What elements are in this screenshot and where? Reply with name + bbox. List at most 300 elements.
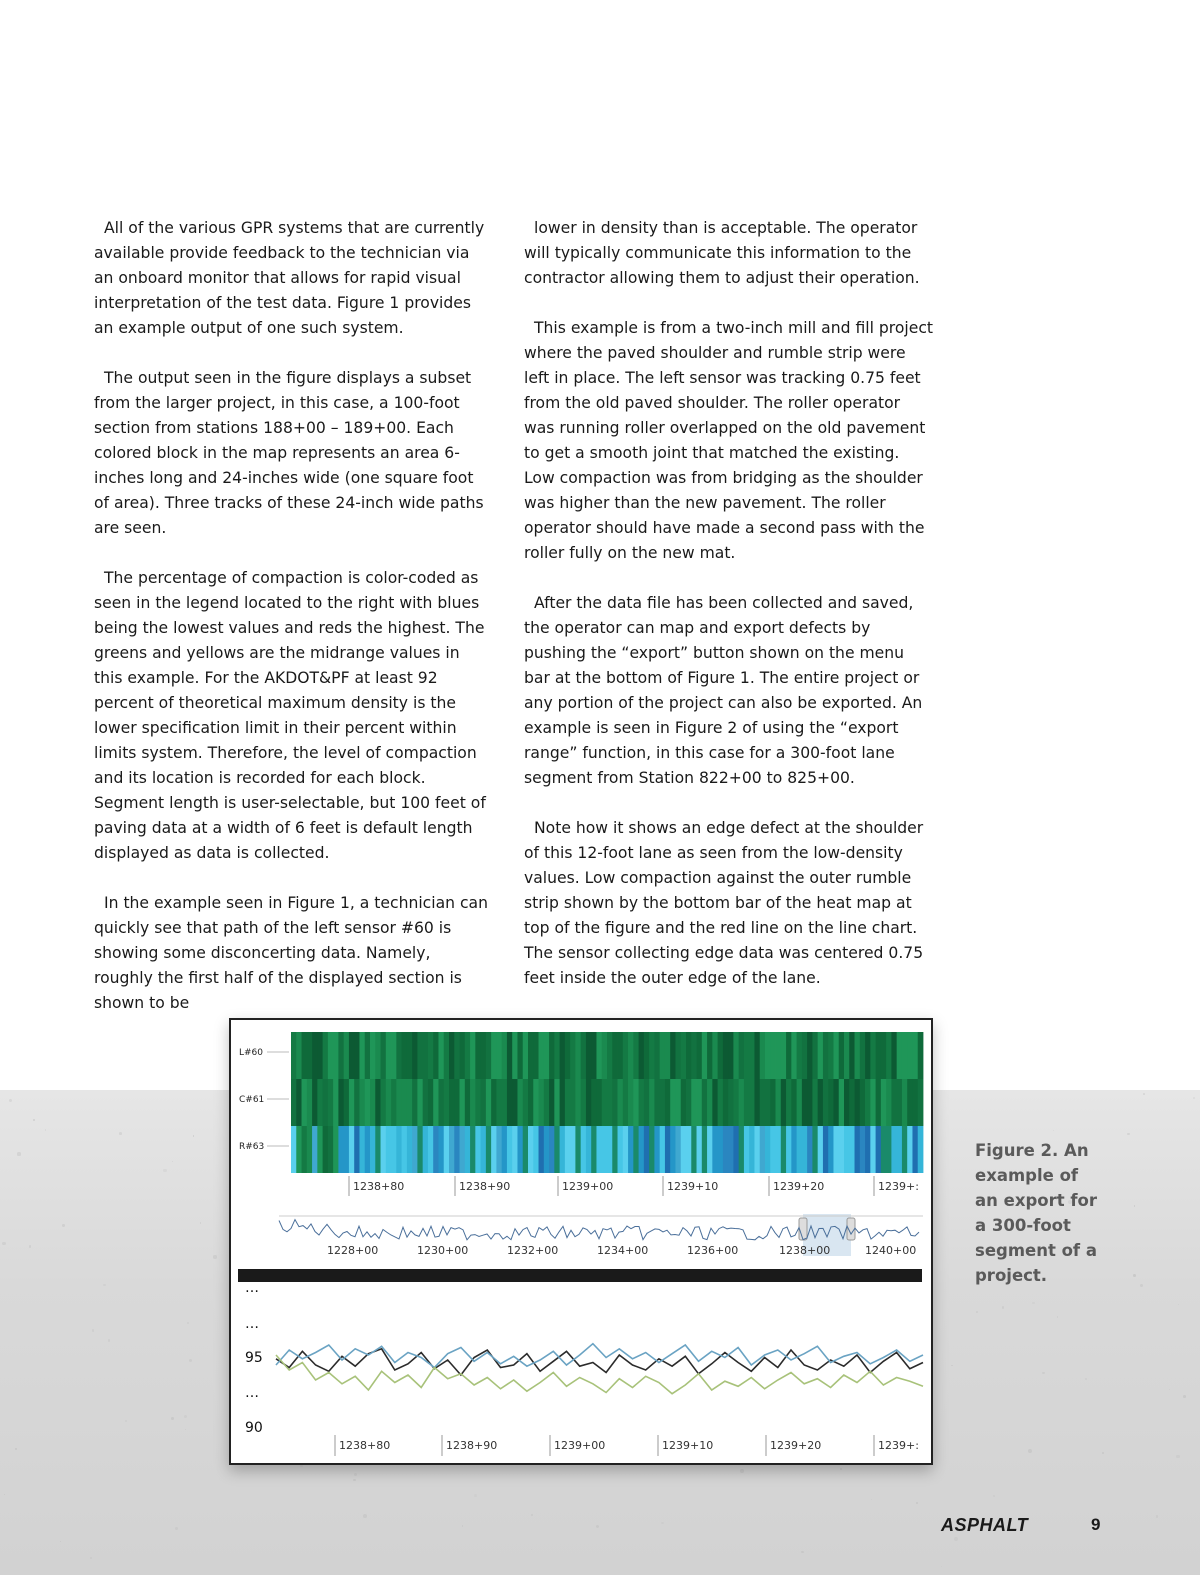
overview-tick-label: 1238+00 [779,1244,831,1257]
line-chart [245,1280,923,1456]
heatmap-cell [349,1126,355,1173]
heatmap-x-axis [349,1176,919,1196]
heatmap-cell [433,1126,439,1173]
heatmap-cell [581,1032,587,1079]
texture-speck [740,1469,744,1473]
heatmap-cell [644,1079,650,1126]
heatmap-cell [317,1126,323,1173]
y-tick-label: … [245,1385,259,1401]
heatmap-cell [296,1032,302,1079]
heatmap-cell [802,1079,808,1126]
heatmap-cell [891,1079,897,1126]
heatmap-cell [786,1079,792,1126]
heatmap-cell [649,1079,655,1126]
heatmap-cell [323,1126,329,1173]
texture-speck [185,1429,186,1430]
heatmap-cell [697,1079,703,1126]
heatmap-cell [870,1032,876,1079]
heatmap-cell [602,1126,608,1173]
texture-speck [840,1468,842,1470]
texture-speck [119,1132,122,1135]
heatmap-cell [544,1079,550,1126]
heatmap-cell [586,1032,592,1079]
heatmap-cell [575,1079,581,1126]
heatmap-cell [354,1079,360,1126]
heatmap-cell [460,1079,466,1126]
heatmap-cell [512,1032,518,1079]
texture-speck [29,1245,32,1248]
heatmap-cell [886,1126,892,1173]
series-line-r-63 [276,1355,923,1394]
heatmap-cell [675,1079,681,1126]
heatmap-cell [623,1126,629,1173]
heatmap-cell [344,1032,350,1079]
heatmap-cell [833,1032,839,1079]
texture-speck [92,1329,95,1332]
heatmap-cell [844,1032,850,1079]
heatmap-cell [370,1126,376,1173]
heatmap-cell [475,1126,481,1173]
heatmap-cell [412,1126,418,1173]
heatmap-cell [596,1079,602,1126]
heatmap-cell [897,1126,903,1173]
heatmap-cell [307,1079,313,1126]
heatmap-cell [338,1032,344,1079]
heatmap-cell [681,1032,687,1079]
heatmap-cell [618,1032,624,1079]
heatmap-cell [460,1032,466,1079]
heatmap-cell [844,1126,850,1173]
heatmap-cell [449,1032,455,1079]
texture-speck [1169,1389,1170,1390]
heatmap-cell [675,1032,681,1079]
texture-speck [300,1465,302,1467]
texture-speck [45,1129,47,1131]
heatmap-cell [823,1032,829,1079]
heatmap-cell [333,1079,339,1126]
heatmap-cell [333,1126,339,1173]
heatmap-cell [654,1126,660,1173]
heatmap-cell [312,1126,318,1173]
heatmap-cell [333,1032,339,1079]
texture-speck [187,1322,189,1324]
heatmap-cell [549,1126,555,1173]
heatmap-cell [649,1126,655,1173]
line-chart-tick-label: 1239+20 [770,1439,822,1452]
heatmap-cell [386,1126,392,1173]
heatmap-cell [539,1079,545,1126]
heatmap-cell [596,1126,602,1173]
heatmap-cell [449,1126,455,1173]
texture-speck [1193,1097,1195,1099]
heatmap-cell [396,1032,402,1079]
brand-logo: ASPHALT [941,1515,1029,1535]
heatmap-cell [754,1032,760,1079]
heatmap-cell [660,1079,666,1126]
overview-tick-label: 1230+00 [417,1244,469,1257]
heatmap-cell [486,1126,492,1173]
heatmap-cell [454,1079,460,1126]
heatmap-cell [860,1126,866,1173]
heatmap-cell [602,1032,608,1079]
heatmap-cell [791,1032,797,1079]
texture-speck [951,1365,953,1367]
heatmap-cell [718,1079,724,1126]
texture-speck [801,1551,803,1553]
heatmap-cell [581,1126,587,1173]
texture-speck [2,1242,6,1246]
heatmap-cell [697,1126,703,1173]
heatmap-cell [749,1032,755,1079]
heatmap-cell [407,1126,413,1173]
heatmap-cell [912,1126,918,1173]
heatmap-cell [481,1032,487,1079]
heatmap-cell [686,1126,692,1173]
line-chart-tick-label: 1238+80 [339,1439,391,1452]
heatmap-cell [765,1032,771,1079]
heatmap-cell [381,1032,387,1079]
heatmap-cell [776,1126,782,1173]
heatmap-cell [554,1032,560,1079]
heatmap-cell [786,1126,792,1173]
heatmap-cell [881,1079,887,1126]
heatmap-cell [686,1032,692,1079]
heatmap-cell [665,1079,671,1126]
paragraph: This example is from a two-inch mill and fill project where the paved shoulder and rumble strip were left in place. The left sensor was tracking 0.75 feet from the old paved shoulder. The roller operator was running roller overlapped on the old pavement to get a smooth joint that matched the existing. Low compaction was from bridging as the shoulder was higher than the new pavement. The roller operator should have made a second pass with the roller fully on the new mat. [524,319,934,562]
heatmap-cell [807,1079,813,1126]
heatmap-cell [402,1079,408,1126]
heatmap-tick-label: 1238+80 [353,1180,405,1193]
heatmap-cell [433,1032,439,1079]
heatmap-cell [912,1079,918,1126]
heatmap-cell [344,1079,350,1126]
heatmap-cell [728,1032,734,1079]
heatmap-cell [549,1032,555,1079]
texture-speck [1176,1455,1179,1458]
heatmap-cell [744,1126,750,1173]
heatmap-cell [744,1032,750,1079]
heatmap-cell [517,1032,523,1079]
heatmap-cell [444,1079,450,1126]
paragraph: In the example seen in Figure 1, a technician can quickly see that path of the left sensor #60 is showing some disconcerting data. Namely, roughly the first half of the displayed section is shown to be [94,894,488,1012]
heatmap-cell [407,1032,413,1079]
heatmap-cell [765,1126,771,1173]
heatmap-cell [860,1032,866,1079]
texture-speck [1183,1395,1186,1398]
heatmap-cell [486,1032,492,1079]
heatmap-cell [586,1079,592,1126]
heatmap-cell [438,1032,444,1079]
heatmap-cell [312,1079,318,1126]
heatmap-cell [760,1032,766,1079]
heatmap-cell [460,1126,466,1173]
heatmap-cell [302,1079,308,1126]
heatmap [291,1032,923,1173]
texture-speck [353,1479,356,1482]
heatmap-cell [591,1126,597,1173]
heatmap-cell [781,1079,787,1126]
heatmap-cell [591,1079,597,1126]
heatmap-cell [323,1032,329,1079]
heatmap-cell [907,1032,913,1079]
heatmap-cell [433,1079,439,1126]
heatmap-cell [454,1032,460,1079]
heatmap-row-label: C#61 [239,1095,265,1105]
heatmap-cell [365,1032,371,1079]
heatmap-cell [517,1126,523,1173]
heatmap-cell [296,1126,302,1173]
heatmap-cell [428,1126,434,1173]
heatmap-cell [481,1079,487,1126]
heatmap-cell [765,1079,771,1126]
heatmap-cell [338,1079,344,1126]
heatmap-cell [396,1079,402,1126]
texture-speck [1133,1274,1137,1278]
heatmap-cell [660,1032,666,1079]
texture-speck [474,1494,477,1497]
heatmap-cell [507,1126,513,1173]
texture-speck [976,1311,978,1313]
heatmap-cell [797,1126,803,1173]
heatmap-tick-label: 1239+00 [562,1180,614,1193]
heatmap-tick-label: 1238+90 [459,1180,511,1193]
heatmap-cell [812,1079,818,1126]
texture-speck [1127,1133,1130,1136]
heatmap-cell [575,1126,581,1173]
heatmap-tick-label: 1239+20 [773,1180,825,1193]
heatmap-cell [702,1032,708,1079]
heatmap-cell [423,1032,429,1079]
heatmap-cell [897,1032,903,1079]
overview-strip [279,1214,923,1257]
overview-tick-label: 1236+00 [687,1244,739,1257]
heatmap-cell [565,1079,571,1126]
heatmap-cell [391,1079,397,1126]
heatmap-cell [544,1126,550,1173]
heatmap-cell [865,1032,871,1079]
heatmap-cell [628,1032,634,1079]
heatmap-cell [465,1079,471,1126]
heatmap-cell [633,1079,639,1126]
heatmap-cell [802,1032,808,1079]
heatmap-cell [386,1032,392,1079]
heatmap-cell [391,1032,397,1079]
y-tick-label: 95 [245,1350,263,1366]
line-chart-tick-label: 1239+: [878,1439,919,1452]
heatmap-tick-label: 1239+10 [667,1180,719,1193]
heatmap-cell [818,1079,824,1126]
heatmap-cell [354,1126,360,1173]
overview-tick-label: 1232+00 [507,1244,559,1257]
heatmap-cell [291,1126,297,1173]
heatmap-cell [475,1079,481,1126]
heatmap-cell [602,1079,608,1126]
heatmap-cell [296,1079,302,1126]
heatmap-cell [612,1126,618,1173]
heatmap-cell [365,1079,371,1126]
heatmap-cell [828,1079,834,1126]
heatmap-cell [628,1126,634,1173]
heatmap-cell [375,1079,381,1126]
texture-speck [33,1119,35,1121]
heatmap-cell [665,1032,671,1079]
heatmap-cell [702,1126,708,1173]
heatmap-cell [823,1079,829,1126]
heatmap-cell [491,1079,497,1126]
heatmap-cell [718,1126,724,1173]
heatmap-cell [291,1032,297,1079]
heatmap-cell [591,1032,597,1079]
paragraph: lower in density than is acceptable. The operator will typically communicate this information to the contractor allowing them to adjust their operation. [524,219,920,287]
heatmap-cell [712,1079,718,1126]
heatmap-cell [496,1032,502,1079]
heatmap-cell [544,1032,550,1079]
heatmap-cell [512,1126,518,1173]
heatmap-cell [733,1032,739,1079]
texture-speck [213,1255,216,1258]
heatmap-cell [849,1126,855,1173]
line-chart-tick-label: 1239+00 [554,1439,606,1452]
heatmap-cell [770,1079,776,1126]
heatmap-cell [723,1032,729,1079]
heatmap-cell [733,1126,739,1173]
heatmap-cell [670,1079,676,1126]
heatmap-cell [359,1032,365,1079]
heatmap-cell [470,1032,476,1079]
texture-speck [163,1169,166,1172]
heatmap-cell [644,1126,650,1173]
texture-speck [15,1448,16,1449]
heatmap-cell [681,1126,687,1173]
heatmap-cell [786,1032,792,1079]
texture-speck [954,1537,958,1541]
heatmap-cell [907,1079,913,1126]
heatmap-cell [891,1126,897,1173]
heatmap-cell [612,1079,618,1126]
heatmap-cell [697,1032,703,1079]
heatmap-cell [502,1126,508,1173]
heatmap-cell [776,1079,782,1126]
texture-speck [175,1527,178,1530]
heatmap-cell [628,1079,634,1126]
texture-speck [1042,1372,1044,1374]
line-chart-tick-label: 1238+90 [446,1439,498,1452]
paragraph: After the data file has been collected and saved, the operator can map and export defects by pushing the “export” button shown on the menu bar at the bottom of Figure 1. The entire project or any portion of the project can also be exported. An example is seen in Figure 2 of using the “export range” function, in this case for a 300-foot lane segment from Station 822+00 to 825+00. [524,594,923,787]
texture-speck [1028,1449,1032,1453]
heatmap-cell [855,1079,861,1126]
heatmap-cell [428,1032,434,1079]
heatmap-cell [728,1079,734,1126]
heatmap-cell [770,1126,776,1173]
heatmap-cell [444,1032,450,1079]
texture-speck [172,1161,173,1162]
heatmap-cell [833,1079,839,1126]
heatmap-cell [639,1126,645,1173]
texture-speck [871,1499,872,1500]
texture-speck [1085,1378,1087,1380]
heatmap-cell [902,1126,908,1173]
texture-speck [62,1224,64,1226]
heatmap-cell [870,1079,876,1126]
heatmap-cell [886,1032,892,1079]
heatmap-cell [865,1126,871,1173]
heatmap-cell [691,1032,697,1079]
heatmap-cell [407,1079,413,1126]
heatmap-cell [481,1126,487,1173]
heatmap-cell [533,1032,539,1079]
heatmap-cell [649,1032,655,1079]
heatmap-cell [654,1032,660,1079]
heatmap-cell [891,1032,897,1079]
heatmap-cell [507,1032,513,1079]
heatmap-cell [570,1032,576,1079]
heatmap-cell [302,1126,308,1173]
heatmap-cell [565,1032,571,1079]
texture-speck [531,1514,534,1517]
heatmap-cell [475,1032,481,1079]
heatmap-cell [660,1126,666,1173]
texture-speck [1002,1306,1004,1308]
heatmap-cell [733,1079,739,1126]
heatmap-cell [328,1032,334,1079]
texture-speck [125,1420,127,1422]
heatmap-cell [302,1032,308,1079]
heatmap-cell [739,1126,745,1173]
heatmap-cell [797,1079,803,1126]
heatmap-cell [865,1079,871,1126]
heatmap-cell [754,1126,760,1173]
heatmap-cell [876,1032,882,1079]
heatmap-cell [533,1079,539,1126]
heatmap-cell [749,1126,755,1173]
texture-speck [354,1473,357,1476]
heatmap-cell [554,1079,560,1126]
texture-speck [60,1541,62,1543]
heatmap-cell [675,1126,681,1173]
heatmap-cell [770,1032,776,1079]
heatmap-cell [912,1032,918,1079]
heatmap-cell [323,1079,329,1126]
texture-speck [103,1284,106,1287]
heatmap-cell [618,1126,624,1173]
heatmap-cell [644,1032,650,1079]
heatmap-cell [839,1032,845,1079]
heatmap-cell [665,1126,671,1173]
heatmap-cell [449,1079,455,1126]
heatmap-cell [539,1032,545,1079]
heatmap-cell [486,1079,492,1126]
heatmap-cell [349,1032,355,1079]
heatmap-cell [839,1126,845,1173]
heatmap-cell [512,1079,518,1126]
heatmap-cell [739,1032,745,1079]
heatmap-cell [417,1032,423,1079]
heatmap-cell [491,1126,497,1173]
heatmap-cell [744,1079,750,1126]
heatmap-cell [839,1079,845,1126]
texture-speck [1057,1316,1059,1318]
heatmap-cell [502,1079,508,1126]
heatmap-cell [470,1079,476,1126]
heatmap-cell [359,1126,365,1173]
heatmap-cell [396,1126,402,1173]
figure-caption: Figure 2. An example of an export for a 300-foot segment of a project. [975,1141,1098,1285]
texture-speck [171,1417,174,1420]
heatmap-cell [702,1079,708,1126]
heatmap-cell [423,1126,429,1173]
line-chart-tick-label: 1239+10 [662,1439,714,1452]
range-handle-left[interactable] [799,1218,807,1240]
